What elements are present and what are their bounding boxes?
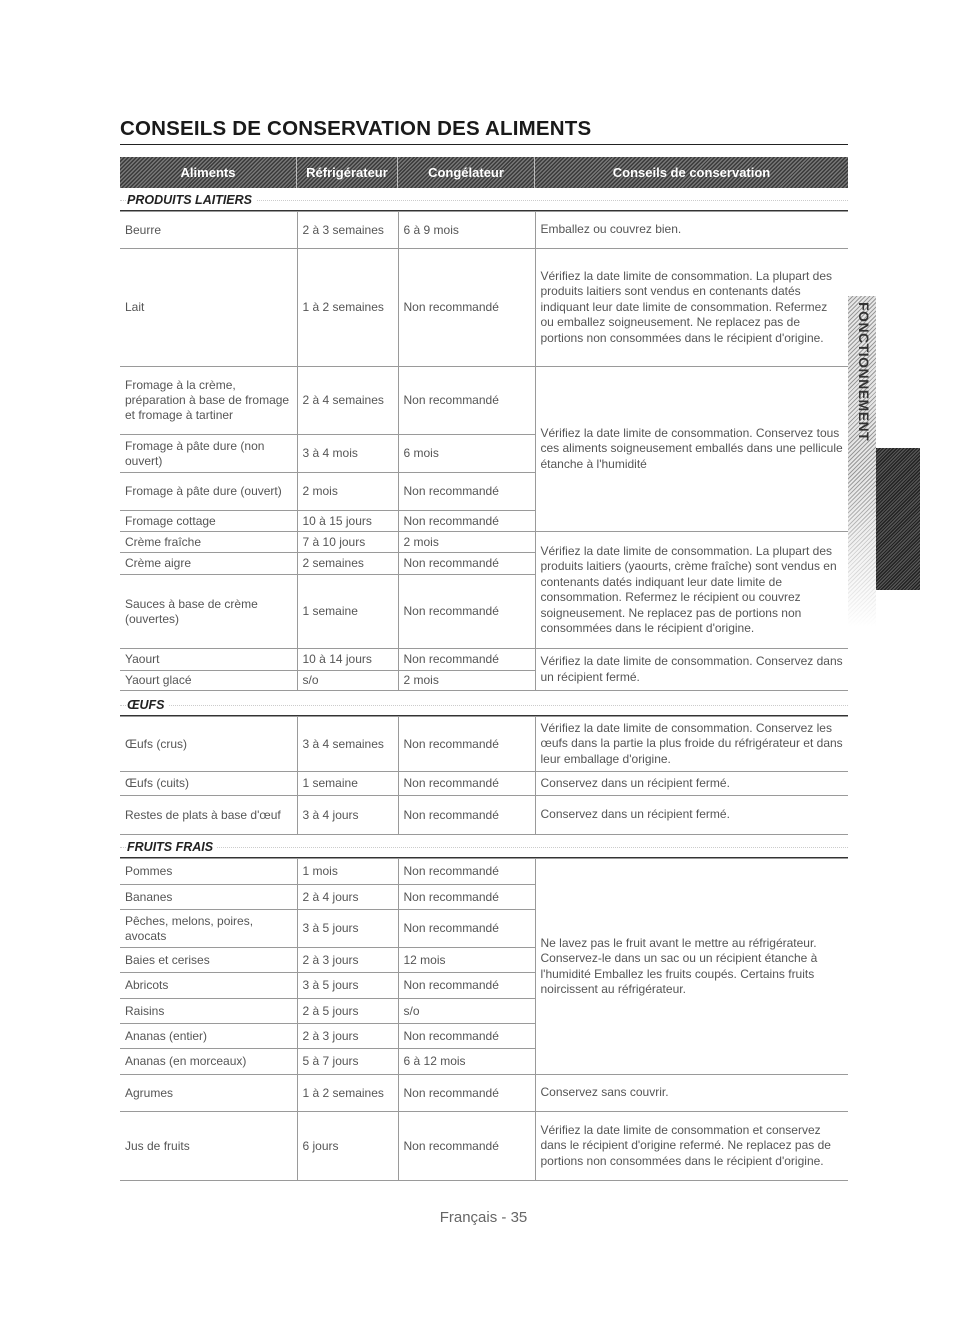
- table-row: [120, 796, 848, 835]
- food-name: Restes de plats à base d'œuf: [120, 796, 297, 835]
- page-number: Français - 35: [439, 1209, 528, 1226]
- fridge-duration: 3 à 4 semaines: [297, 717, 398, 772]
- food-name: Bananes: [120, 885, 297, 910]
- header-conseils: Conseils de conservation: [612, 165, 771, 180]
- freezer-duration: 6 à 9 mois: [398, 212, 535, 249]
- freezer-duration: Non recommandé: [398, 796, 535, 835]
- freezer-duration: Non recommandé: [398, 772, 535, 796]
- food-name: Raisins: [120, 999, 297, 1024]
- freezer-duration: 6 mois: [398, 435, 535, 473]
- freezer-duration: 2 mois: [398, 532, 535, 553]
- storage-tips: Vérifiez la date limite de consommation et conservez dans le récipient d'origine refermé. Ne replacez pas de portions non consommées dans le récipient d'origine.: [535, 1112, 848, 1181]
- fridge-duration: s/o: [297, 671, 398, 691]
- freezer-duration: Non recommandé: [398, 511, 535, 532]
- section-oeufs: [120, 695, 848, 716]
- fridge-duration: 3 à 4 mois: [297, 435, 398, 473]
- fridge-duration: 3 à 5 jours: [297, 910, 398, 948]
- table-row: [120, 1075, 848, 1112]
- storage-tips: Ne lavez pas le fruit avant le mettre au réfrigérateur. Conservez-le dans un sac ou un récipient étanche à l'humidité Emballez les fruits coupés. Certains fruits noircissent au réfrigérateur.: [535, 859, 848, 1075]
- food-name: Fromage cottage: [120, 511, 297, 532]
- section-divider: [120, 705, 848, 706]
- storage-tips: Vérifiez la date limite de consommation. Conservez tous ces aliments soigneusement emballés dans une pellicule étanche à l'humidité: [535, 367, 848, 532]
- freezer-duration: Non recommandé: [398, 367, 535, 435]
- section-fruits-frais: [120, 837, 848, 858]
- food-name: Œufs (cuits): [120, 772, 297, 796]
- header-refrigerateur: Réfrigérateur: [297, 157, 398, 188]
- table-row: [120, 649, 848, 671]
- table-header: [120, 157, 848, 188]
- fridge-duration: 2 à 4 jours: [297, 885, 398, 910]
- eggs-table: [120, 716, 848, 835]
- food-name: Ananas (entier): [120, 1024, 297, 1049]
- fridge-duration: 2 à 4 semaines: [297, 367, 398, 435]
- dairy-table: [120, 211, 848, 691]
- freezer-duration: Non recommandé: [398, 973, 535, 999]
- storage-tips: Vérifiez la date limite de consommation. La plupart des produits laitiers sont vendus en contenants datés indiquant leur date limite de consommation. Refermez ou emballez soigneusement. Ne replacez pas de portions non consommées dans le récipient d'origine.: [535, 249, 848, 367]
- side-tab-label: FONCTIONNEMENT: [856, 302, 872, 442]
- table-row: [120, 212, 848, 249]
- section-divider: [120, 847, 848, 848]
- food-name: Ananas (en morceaux): [120, 1049, 297, 1075]
- freezer-duration: Non recommandé: [398, 910, 535, 948]
- food-name: Jus de fruits: [120, 1112, 297, 1181]
- fridge-duration: 1 semaine: [297, 772, 398, 796]
- fridge-duration: 2 à 3 semaines: [297, 212, 398, 249]
- fridge-duration: 1 mois: [297, 859, 398, 885]
- section-label: PRODUITS LAITIERS: [127, 193, 256, 207]
- food-name: Lait: [120, 249, 297, 367]
- fridge-duration: 2 à 3 jours: [297, 948, 398, 973]
- food-name: Sauces à base de crème (ouvertes): [120, 575, 297, 649]
- storage-tips: Vérifiez la date limite de consommation. La plupart des produits laitiers (yaourts, crème fraîche) sont vendus en contenants datés indiquant leur date limite de consommation. Refermez le récipient ou couvrez soigneusement. Ne replacez pas de portions non consommées dans le récipient d'origine.: [535, 532, 848, 649]
- fridge-duration: 1 à 2 semaines: [297, 1075, 398, 1112]
- food-name: Fromage à pâte dure (non ouvert): [120, 435, 297, 473]
- fridge-duration: 1 semaine: [297, 575, 398, 649]
- side-tab-block: [876, 448, 920, 590]
- fridge-duration: 10 à 15 jours: [297, 511, 398, 532]
- fruits-table: [120, 858, 848, 1181]
- freezer-duration: Non recommandé: [398, 1112, 535, 1181]
- food-name: Fromage à pâte dure (ouvert): [120, 473, 297, 511]
- freezer-duration: 2 mois: [398, 671, 535, 691]
- table-row: [120, 772, 848, 796]
- freezer-duration: 12 mois: [398, 948, 535, 973]
- fridge-duration: 10 à 14 jours: [297, 649, 398, 671]
- table-row: [120, 532, 848, 553]
- fridge-duration: 6 jours: [297, 1112, 398, 1181]
- storage-tips: Conservez sans couvrir.: [535, 1075, 848, 1112]
- table-row: [120, 249, 848, 367]
- freezer-duration: Non recommandé: [398, 1024, 535, 1049]
- freezer-duration: s/o: [398, 999, 535, 1024]
- fridge-duration: 2 mois: [297, 473, 398, 511]
- food-name: Pêches, melons, poires, avocats: [120, 910, 297, 948]
- freezer-duration: Non recommandé: [398, 553, 535, 575]
- fridge-duration: 3 à 5 jours: [297, 973, 398, 999]
- food-name: Pommes: [120, 859, 297, 885]
- table-row: [120, 367, 848, 435]
- food-name: Fromage à la crème, préparation à base de fromage et fromage à tartiner: [120, 367, 297, 435]
- freezer-duration: Non recommandé: [398, 885, 535, 910]
- food-name: Agrumes: [120, 1075, 297, 1112]
- fridge-duration: 2 à 5 jours: [297, 999, 398, 1024]
- food-name: Œufs (crus): [120, 717, 297, 772]
- freezer-duration: Non recommandé: [398, 649, 535, 671]
- freezer-duration: Non recommandé: [398, 473, 535, 511]
- food-name: Crème aigre: [120, 553, 297, 575]
- page-title: CONSEILS DE CONSERVATION DES ALIMENTS: [120, 117, 848, 145]
- side-tab-fade: [848, 476, 876, 626]
- chapter-side-tab: [848, 296, 920, 626]
- table-row: [120, 1112, 848, 1181]
- food-name: Beurre: [120, 212, 297, 249]
- fridge-duration: 2 à 3 jours: [297, 1024, 398, 1049]
- header-aliments: Aliments: [120, 157, 297, 188]
- fridge-duration: 7 à 10 jours: [297, 532, 398, 553]
- fridge-duration: 1 à 2 semaines: [297, 249, 398, 367]
- food-name: Yaourt glacé: [120, 671, 297, 691]
- food-name: Abricots: [120, 973, 297, 999]
- section-label: FRUITS FRAIS: [127, 840, 217, 854]
- food-name: Crème fraîche: [120, 532, 297, 553]
- fridge-duration: 2 semaines: [297, 553, 398, 575]
- freezer-duration: 6 à 12 mois: [398, 1049, 535, 1075]
- storage-tips: Emballez ou couvrez bien.: [535, 212, 848, 249]
- section-produits-laitiers: [120, 190, 848, 211]
- table-row: [120, 717, 848, 772]
- storage-tips: Vérifiez la date limite de consommation. Conservez dans un récipient fermé.: [535, 649, 848, 691]
- freezer-duration: Non recommandé: [398, 717, 535, 772]
- food-name: Baies et cerises: [120, 948, 297, 973]
- fridge-duration: 3 à 4 jours: [297, 796, 398, 835]
- freezer-duration: Non recommandé: [398, 249, 535, 367]
- freezer-duration: Non recommandé: [398, 859, 535, 885]
- storage-tips: Conservez dans un récipient fermé.: [535, 796, 848, 835]
- freezer-duration: Non recommandé: [398, 1075, 535, 1112]
- storage-tips: Conservez dans un récipient fermé.: [535, 772, 848, 796]
- freezer-duration: Non recommandé: [398, 575, 535, 649]
- storage-tips: Vérifiez la date limite de consommation. Conservez les œufs dans la partie la plus froide du réfrigérateur et dans leur emballage d'origine.: [535, 717, 848, 772]
- header-congelateur: Congélateur: [398, 157, 535, 188]
- fridge-duration: 5 à 7 jours: [297, 1049, 398, 1075]
- section-label: ŒUFS: [127, 698, 169, 712]
- table-row: [120, 859, 848, 885]
- food-name: Yaourt: [120, 649, 297, 671]
